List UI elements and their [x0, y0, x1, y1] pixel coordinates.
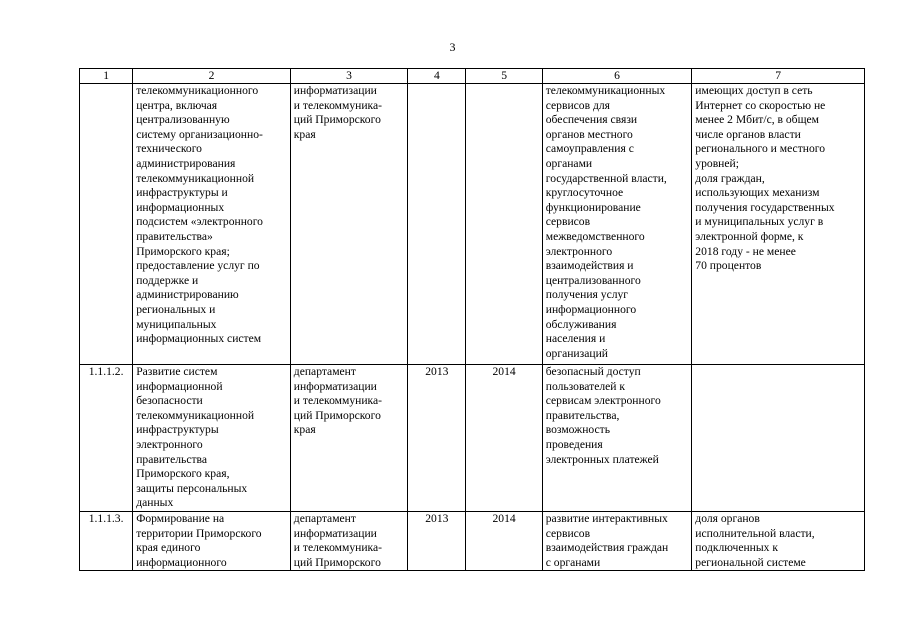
cell-text-line: 70 процентов	[695, 259, 762, 273]
cell-text-line: доля граждан,	[695, 171, 765, 185]
measure-name-cell	[133, 511, 291, 570]
cell-text-line: получения государственных	[695, 200, 835, 214]
cell-text-line: доля органов	[695, 511, 760, 525]
cell-text-line: муниципальных	[136, 317, 217, 331]
executor-cell	[290, 365, 407, 512]
end-year-cell	[466, 84, 542, 365]
cell-text-line: Интернет со скоростью не	[695, 98, 826, 112]
cell-text-line: и телекоммуника-	[293, 98, 383, 112]
cell-text-line: органами	[545, 156, 593, 170]
header-cell-7: 7	[692, 69, 865, 84]
table-row	[80, 365, 865, 512]
cell-text-line: и телекоммуника-	[293, 541, 383, 555]
executor-cell	[290, 84, 407, 365]
cell-text-line: менее 2 Мбит/с, в общем	[695, 113, 819, 127]
cell-text-line: информатизации	[293, 84, 377, 97]
cell-text-line: числе органов власти	[695, 127, 801, 141]
cell-text-line: систему организационно-	[136, 127, 263, 141]
cell-text-line: телекоммуникационной	[136, 408, 255, 422]
cell-text-line: телекоммуникационного	[136, 84, 259, 97]
table-row	[80, 511, 865, 570]
cell-text-line: 2018 году - не менее	[695, 244, 796, 258]
cell-text-line: администрирования	[136, 156, 236, 170]
cell-text-line: технического	[136, 142, 202, 156]
measure-name-cell	[133, 84, 291, 365]
cell-text-line: самоуправления с	[545, 142, 634, 156]
cell-text-line: Развитие систем	[136, 365, 218, 378]
indicator-cell	[692, 84, 865, 365]
start-year-cell: 2013	[408, 365, 466, 512]
cell-text-line: края	[293, 423, 316, 437]
cell-text-line: информационного	[136, 555, 227, 569]
cell-text-line: круглосуточное	[545, 186, 624, 200]
cell-text-line: информатизации	[293, 526, 377, 540]
cell-text-line: получения услуг	[545, 288, 629, 302]
indicator-cell	[692, 511, 865, 570]
cell-text-line: инфраструктуры	[136, 423, 219, 437]
cell-text-line: сервисам электронного	[545, 394, 661, 408]
expected-result-cell	[542, 84, 692, 365]
expected-result-cell	[542, 365, 692, 512]
executor-cell	[290, 511, 407, 570]
cell-text-line: централизованную	[136, 113, 230, 127]
cell-text-line: Приморского края,	[136, 467, 230, 481]
cell-text-line: проведения	[545, 437, 603, 451]
header-cell-4: 4	[408, 69, 466, 84]
end-year-cell: 2014	[466, 511, 542, 570]
cell-text-line: поддержке и	[136, 273, 199, 287]
cell-text-line: имеющих доступ в сеть	[695, 84, 813, 97]
cell-text-line: региональных и	[136, 302, 216, 316]
cell-text-line: использующих механизм	[695, 186, 820, 200]
cell-text-line: безопасный доступ	[545, 365, 641, 378]
cell-text-line: территории Приморского	[136, 526, 262, 540]
cell-text-line: государственной власти,	[545, 171, 667, 185]
cell-text-line: развитие интерактивных	[545, 511, 668, 525]
header-cell-1: 1	[80, 69, 133, 84]
cell-text-line: подсистем «электронного	[136, 215, 263, 229]
cell-text-line: обеспечения связи	[545, 113, 638, 127]
cell-text-line: правительства,	[545, 408, 620, 422]
cell-text-line: ций Приморского	[293, 113, 381, 127]
cell-text-line: сервисов	[545, 215, 591, 229]
program-table	[79, 68, 865, 571]
measure-name-cell	[133, 365, 291, 512]
cell-text-line: телекоммуникационной	[136, 171, 255, 185]
cell-text-line: с органами	[545, 555, 601, 569]
cell-text-line: исполнительной власти,	[695, 526, 815, 540]
cell-text-line: функционирование	[545, 200, 641, 214]
cell-text-line: департамент	[293, 511, 356, 525]
cell-text-line: электронной форме, к	[695, 229, 804, 243]
cell-text-line: правительства»	[136, 229, 213, 243]
row-number-cell	[80, 84, 133, 365]
expected-result-cell	[542, 511, 692, 570]
cell-text-line: информационной	[136, 379, 223, 393]
cell-text-line: информационных	[136, 200, 225, 214]
cell-text-line: центра, включая	[136, 98, 218, 112]
cell-text-line: уровней;	[695, 156, 739, 170]
cell-text-line: взаимодействия и	[545, 259, 634, 273]
header-cell-2: 2	[133, 69, 291, 84]
cell-text-line: и муниципальных услуг в	[695, 215, 824, 229]
start-year-cell	[408, 84, 466, 365]
cell-text-line: населения и	[545, 332, 606, 346]
cell-text-line: безопасности	[136, 394, 203, 408]
indicator-cell	[692, 365, 865, 512]
header-cell-5: 5	[466, 69, 542, 84]
cell-text-line: органов местного	[545, 127, 633, 141]
cell-text-line: края единого	[136, 541, 201, 555]
cell-text-line: департамент	[293, 365, 356, 378]
row-number-cell: 1.1.1.3.	[80, 511, 133, 570]
cell-text-line: Формирование на	[136, 511, 225, 525]
cell-text-line: организаций	[545, 346, 608, 360]
cell-text-line: информационных систем	[136, 332, 262, 346]
cell-text-line: пользователей к	[545, 379, 626, 393]
cell-text-line: инфраструктуры и	[136, 186, 228, 200]
header-cell-6: 6	[542, 69, 692, 84]
cell-text-line: региональной системе	[695, 555, 806, 569]
cell-text-line: ций Приморского	[293, 555, 381, 569]
row-number-cell: 1.1.1.2.	[80, 365, 133, 512]
cell-text-line: подключенных к	[695, 541, 779, 555]
page-number: 3	[449, 40, 456, 54]
cell-text-line: ций Приморского	[293, 408, 381, 422]
cell-text-line: информатизации	[293, 379, 377, 393]
cell-text-line: края	[293, 127, 316, 141]
cell-text-line: регионального и местного	[695, 142, 826, 156]
cell-text-line: электронного	[136, 437, 203, 451]
cell-text-line: и телекоммуника-	[293, 394, 383, 408]
table-row	[80, 84, 865, 365]
cell-text-line: сервисов	[545, 526, 591, 540]
cell-text-line: предоставление услуг по	[136, 259, 260, 273]
cell-text-line: межведомственного	[545, 229, 645, 243]
cell-text-line: взаимодействия граждан	[545, 541, 669, 555]
cell-text-line: информационного	[545, 302, 637, 316]
cell-text-line: централизованного	[545, 273, 641, 287]
cell-text-line: телекоммуникационных	[545, 84, 666, 97]
cell-text-line: электронного	[545, 244, 613, 258]
cell-text-line: защиты персональных	[136, 481, 248, 495]
cell-text-line: обслуживания	[545, 317, 617, 331]
cell-text-line: сервисов для	[545, 98, 610, 112]
start-year-cell: 2013	[408, 511, 466, 570]
cell-text-line: данных	[136, 496, 174, 510]
end-year-cell: 2014	[466, 365, 542, 512]
cell-text-line: возможность	[545, 423, 610, 437]
header-cell-3: 3	[290, 69, 407, 84]
cell-text-line: электронных платежей	[545, 452, 659, 466]
cell-text-line: Приморского края;	[136, 244, 230, 258]
header-row	[80, 69, 865, 84]
cell-text-line: правительства	[136, 452, 207, 466]
cell-text-line: администрированию	[136, 288, 239, 302]
